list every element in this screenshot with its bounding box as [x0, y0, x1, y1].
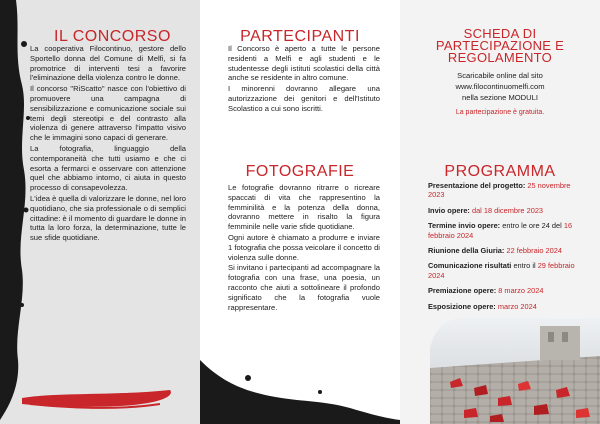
programma-item-value: 16 febbraio 2024 — [428, 221, 573, 240]
scheda-info — [410, 70, 590, 118]
panel-partecipanti — [200, 0, 400, 424]
free-participation-note: La partecipazione è gratuita. — [455, 109, 545, 116]
programma-item — [428, 261, 580, 280]
programma-item-label: Premiazione opere: — [428, 286, 497, 296]
concorso-paragraph: L'idea è quella di valorizzare le donne, nel loro quotidiano, che sia professionale o di semplici cittadine: è il momento di guardare le donne in tutta la loro forza, la determinazione, tutte le sue sfide quotidiane. — [30, 193, 186, 243]
scheda-title-line: SCHEDA DI — [463, 26, 537, 41]
programma-item — [428, 181, 580, 200]
fotografie-text — [228, 183, 380, 313]
programma-item — [428, 246, 580, 255]
programma-item-label: Comunicazione risultati — [428, 261, 512, 271]
partecipanti-title: PARTECIPANTI — [240, 28, 360, 45]
scheda-title — [408, 28, 592, 64]
programma-item-label: Riunione della Giuria: — [428, 246, 505, 256]
programma-list — [428, 181, 580, 317]
programma-item-label: Invio opere: — [428, 205, 470, 215]
concorso-paragraph: Il concorso "RiScatto" nasce con l'obiettivo di promuovere una campagna di sensibilizzazione e comunicazione sociale sui temi degli stereotipi e del contrasto alla violenza di genere attraverso l'impatto visivo che le immagini sono capaci di generare. — [30, 84, 186, 143]
concorso-title: IL CONCORSO — [54, 28, 171, 45]
programma-item — [428, 221, 580, 240]
partecipanti-paragraph: I minorenni dovranno allegare una autorizzazione dei genitori e dell'Istituto Scolastico a cui sono iscritti. — [228, 84, 380, 113]
fotografie-paragraph: Si invitano i partecipanti ad accompagnare la fotografia con una frase, una poesia, un racconto che aiuti a sottolineare il profondo significato che la fotografia vuole rappresentare. — [228, 263, 380, 312]
programma-item — [428, 206, 580, 215]
fotografie-paragraph: Le fotografie dovranno ritrarre o ricreare spaccati di vita che rappresentino la femminilità e la potenza della donna, dovranno mettere in risalto la figura femminile nelle varie sfide quotidiane. — [228, 183, 380, 232]
programma-item-value: 25 novembre 2023 — [428, 181, 571, 200]
fotografie-paragraph: Ogni autore è chiamato a produrre e inviare 1 fotografia che possa veicolare il concetto di violenza sulle donne. — [228, 232, 380, 262]
scheda-line: nella sezione MODULI — [462, 93, 538, 102]
scheda-title-line: PARTECIPAZIONE E — [435, 38, 565, 53]
programma-title: PROGRAMMA — [444, 163, 556, 180]
programma-item-label: Esposizione opere: — [428, 301, 496, 311]
partecipanti-paragraph: Il Concorso è aperto a tutte le persone residenti a Melfi e agli studenti e le studentesse degli istituti scolastici della città anche se residente in altro comune. — [228, 44, 380, 83]
programma-item-value: dal 18 dicembre 2023 — [471, 205, 544, 215]
concorso-text — [30, 44, 186, 244]
panel-scheda-programma — [400, 0, 600, 424]
programma-item-value: 8 marzo 2024 — [498, 286, 544, 296]
programma-item-value: 22 febbraio 2024 — [506, 246, 562, 256]
programma-item-mid: entro il — [513, 261, 536, 271]
programma-item-mid: entro le ore 24 del — [502, 221, 562, 231]
programma-item — [428, 302, 580, 311]
programma-item — [428, 286, 580, 295]
scheda-line: Scaricabile online dal sito — [457, 71, 543, 80]
programma-item-value: marzo 2024 — [497, 301, 537, 311]
scheda-title-line: REGOLAMENTO — [447, 50, 553, 65]
programma-item-value: 29 febbraio 2024 — [428, 261, 575, 280]
partecipanti-text — [228, 44, 380, 115]
programma-item-label: Termine invio opere: — [428, 221, 501, 231]
red-shoes-photo — [430, 318, 600, 424]
panel-concorso — [0, 0, 200, 424]
concorso-paragraph: La cooperativa Filocontinuo, gestore dello Sportello donna del Comune di Melfi, si fa promotrice di interventi tesi a favorire l'eliminazione della violenza contro le donne. — [30, 44, 186, 83]
concorso-paragraph: La fotografia, linguaggio della contemporaneità che tutti usiamo e che ci esorta a fermarci e osservare con attenzione quel che abbiamo intorno, ci aiuta in questo processo di consapevolezza. — [30, 143, 186, 193]
fotografie-title: FOTOGRAFIE — [245, 163, 355, 180]
programma-item-label: Presentazione del progetto: — [428, 181, 526, 190]
website-link[interactable]: www.filocontinuomelfi.com — [455, 82, 545, 91]
